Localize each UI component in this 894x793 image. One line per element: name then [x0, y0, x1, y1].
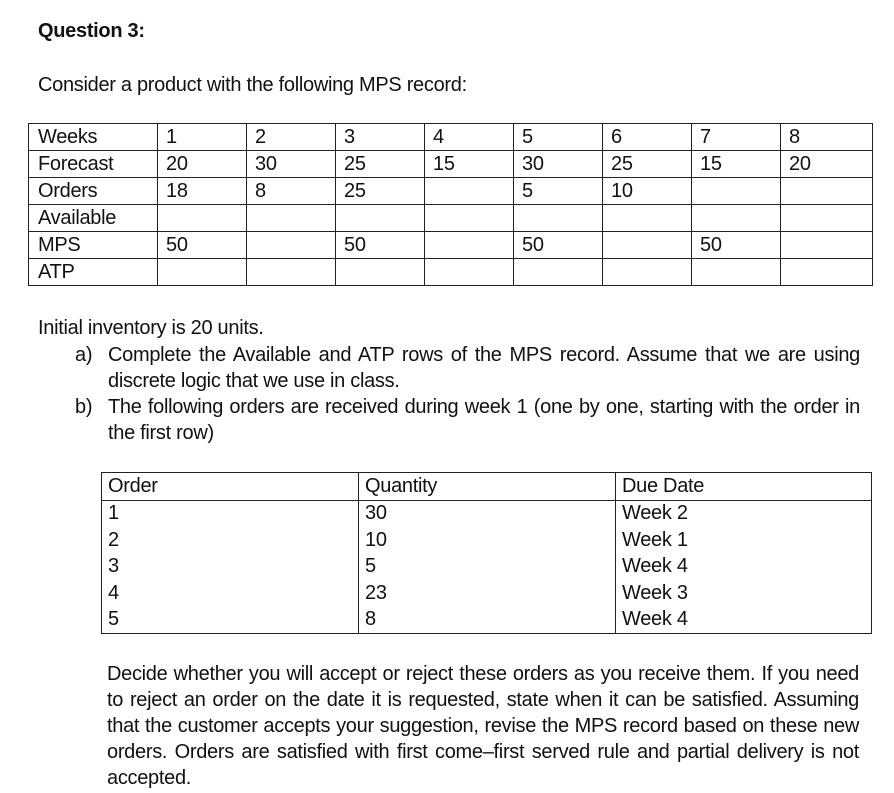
mps-row-label: Orders: [29, 178, 158, 205]
mps-cell: 2: [247, 124, 336, 151]
mps-cell: 50: [692, 232, 781, 259]
orders-table: [101, 472, 872, 634]
mps-cell: 8: [781, 124, 873, 151]
mps-cell: 5: [514, 178, 603, 205]
orders-row: [102, 527, 872, 554]
mps-cell: 20: [158, 151, 247, 178]
orders-cell: 30: [359, 500, 616, 527]
orders-cell: 3: [102, 554, 359, 581]
mps-cell: [781, 205, 873, 232]
part-b-text: The following orders are received during week 1 (one by one, starting with the order in the first row): [108, 396, 860, 444]
orders-cell: Week 4: [616, 607, 872, 634]
mps-cell: [514, 205, 603, 232]
mps-cell: 10: [603, 178, 692, 205]
orders-cell: Week 4: [616, 554, 872, 581]
mps-cell: 15: [425, 151, 514, 178]
orders-cell: 1: [102, 500, 359, 527]
mps-cell: [425, 232, 514, 259]
orders-header-cell: Quantity: [359, 473, 616, 501]
mps-row-orders: [29, 178, 873, 205]
mps-row-label: MPS: [29, 232, 158, 259]
mps-cell: 50: [158, 232, 247, 259]
mps-cell: 30: [247, 151, 336, 178]
mps-cell: [425, 259, 514, 286]
mps-cell: [425, 205, 514, 232]
orders-cell: 4: [102, 580, 359, 607]
orders-cell: 23: [359, 580, 616, 607]
orders-cell: 5: [359, 554, 616, 581]
part-a-marker: a): [75, 344, 93, 366]
mps-cell: 25: [336, 178, 425, 205]
mps-cell: [247, 232, 336, 259]
part-b-marker: b): [75, 396, 93, 418]
mps-cell: 30: [514, 151, 603, 178]
mps-cell: 25: [603, 151, 692, 178]
mps-row-atp: [29, 259, 873, 286]
mps-row-weeks: [29, 124, 873, 151]
mps-cell: [158, 205, 247, 232]
orders-cell: Week 2: [616, 500, 872, 527]
mps-cell: 50: [336, 232, 425, 259]
part-a-text: Complete the Available and ATP rows of the MPS record. Assume that we are using discrete logic that we use in class.: [108, 344, 860, 392]
mps-cell: 4: [425, 124, 514, 151]
mps-cell: [425, 178, 514, 205]
question-heading: Question 3:: [38, 20, 145, 42]
mps-cell: 8: [247, 178, 336, 205]
mps-cell: [692, 178, 781, 205]
mps-cell: 25: [336, 151, 425, 178]
question-part-a: [75, 342, 865, 394]
mps-row-label: Forecast: [29, 151, 158, 178]
mps-cell: 7: [692, 124, 781, 151]
orders-cell: 2: [102, 527, 359, 554]
orders-cell: 5: [102, 607, 359, 634]
orders-cell: 8: [359, 607, 616, 634]
mps-cell: 1: [158, 124, 247, 151]
orders-cell: 10: [359, 527, 616, 554]
mps-cell: [247, 205, 336, 232]
mps-cell: [781, 259, 873, 286]
mps-record-table: [28, 123, 873, 286]
mps-row-mps: [29, 232, 873, 259]
orders-header-row: [102, 473, 872, 501]
mps-cell: 20: [781, 151, 873, 178]
mps-cell: [514, 259, 603, 286]
mps-cell: 50: [514, 232, 603, 259]
orders-row: [102, 554, 872, 581]
mps-cell: [603, 205, 692, 232]
mps-cell: 18: [158, 178, 247, 205]
orders-header-cell: Due Date: [616, 473, 872, 501]
instructions-text: Decide whether you will accept or reject these orders as you receive them. If you need to reject an order on the date it is requested, state when it can be satisfied. Assuming that the customer accepts your suggestion, revise the MPS record based on these new orders. Orders are satisfied with first come–first served rule and partial delivery is not accepted.: [107, 663, 859, 789]
mps-cell: [336, 205, 425, 232]
mps-cell: [781, 178, 873, 205]
mps-row-label: Available: [29, 205, 158, 232]
mps-row-forecast: [29, 151, 873, 178]
mps-row-label: ATP: [29, 259, 158, 286]
mps-cell: [158, 259, 247, 286]
orders-row: [102, 500, 872, 527]
orders-row: [102, 607, 872, 634]
orders-header-cell: Order: [102, 473, 359, 501]
initial-inventory-text: Initial inventory is 20 units.: [38, 317, 264, 339]
mps-row-available: [29, 205, 873, 232]
orders-row: [102, 580, 872, 607]
mps-cell: 15: [692, 151, 781, 178]
intro-text: Consider a product with the following MPS record:: [38, 74, 467, 96]
mps-cell: [603, 259, 692, 286]
mps-cell: [692, 205, 781, 232]
mps-row-label: Weeks: [29, 124, 158, 151]
mps-cell: [603, 232, 692, 259]
mps-cell: 6: [603, 124, 692, 151]
mps-cell: 3: [336, 124, 425, 151]
orders-cell: Week 3: [616, 580, 872, 607]
mps-cell: [336, 259, 425, 286]
mps-cell: [692, 259, 781, 286]
mps-cell: [781, 232, 873, 259]
question-part-b: [75, 394, 865, 446]
mps-cell: [247, 259, 336, 286]
mps-cell: 5: [514, 124, 603, 151]
orders-cell: Week 1: [616, 527, 872, 554]
